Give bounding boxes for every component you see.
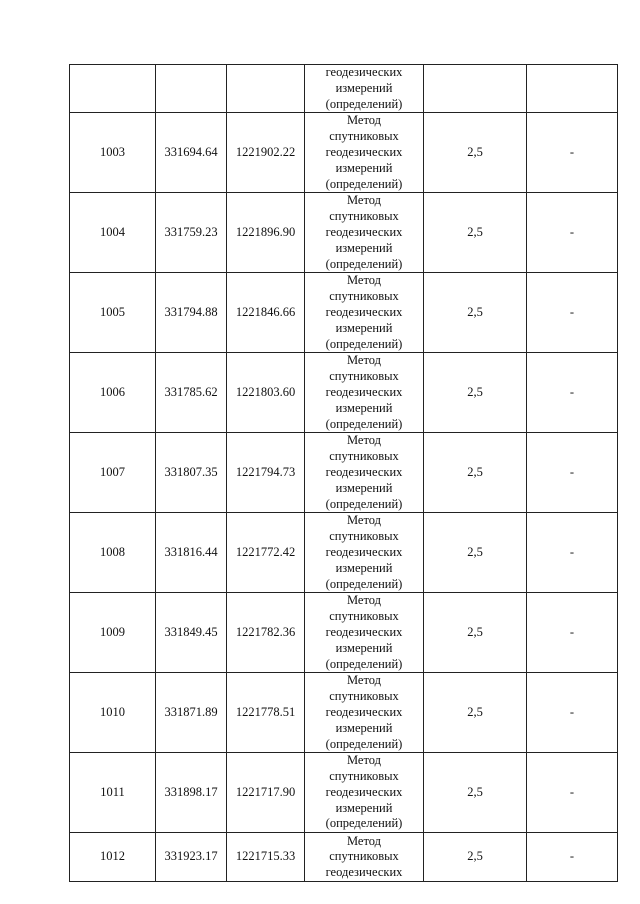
x-coordinate-cell: 331923.17 — [156, 833, 227, 882]
note-cell: - — [527, 433, 618, 513]
table-row — [70, 273, 618, 353]
method-line: геодезических — [325, 464, 403, 479]
method-cell — [305, 353, 424, 433]
note-cell: - — [527, 193, 618, 273]
accuracy-cell: 2,5 — [424, 433, 527, 513]
accuracy-cell: 2,5 — [424, 673, 527, 753]
table-row — [70, 65, 618, 113]
method-line: геодезических — [325, 304, 403, 319]
method-line: измерений — [335, 640, 393, 655]
accuracy-cell: 2,5 — [424, 113, 527, 193]
method-line: (определений) — [325, 656, 403, 671]
method-line: (определений) — [325, 496, 403, 511]
accuracy-cell: 2,5 — [424, 353, 527, 433]
accuracy-cell — [424, 65, 527, 113]
point-cell: 1008 — [70, 513, 156, 593]
method-line: геодезических — [325, 704, 403, 719]
method-line: Метод — [346, 273, 382, 288]
y-coordinate-cell: 1221846.66 — [227, 273, 305, 353]
method-line: Метод — [346, 193, 382, 208]
accuracy-cell: 2,5 — [424, 753, 527, 833]
x-coordinate-cell: 331816.44 — [156, 513, 227, 593]
accuracy-cell: 2,5 — [424, 273, 527, 353]
y-coordinate-cell: 1221902.22 — [227, 113, 305, 193]
method-line: Метод — [346, 593, 382, 608]
method-cell — [305, 513, 424, 593]
method-line: спутниковых — [329, 369, 399, 384]
point-cell: 1010 — [70, 673, 156, 753]
table-row — [70, 193, 618, 273]
method-line: Метод — [346, 833, 382, 848]
method-line: измерений — [335, 160, 393, 175]
method-line: измерений — [335, 80, 393, 95]
method-line: спутниковых — [329, 529, 399, 544]
table-row — [70, 113, 618, 193]
point-cell: 1007 — [70, 433, 156, 513]
method-line: геодезических — [325, 624, 403, 639]
note-cell: - — [527, 513, 618, 593]
method-cell — [305, 753, 424, 833]
table-row — [70, 673, 618, 753]
method-cell — [305, 433, 424, 513]
table-row — [70, 513, 618, 593]
x-coordinate-cell: 331898.17 — [156, 753, 227, 833]
method-line: спутниковых — [329, 209, 399, 224]
method-line: (определений) — [325, 336, 403, 351]
note-cell: - — [527, 833, 618, 882]
method-line: спутниковых — [329, 449, 399, 464]
point-cell: 1003 — [70, 113, 156, 193]
method-line: Метод — [346, 673, 382, 688]
method-cell — [305, 273, 424, 353]
y-coordinate-cell: 1221794.73 — [227, 433, 305, 513]
method-cell — [305, 193, 424, 273]
point-cell: 1004 — [70, 193, 156, 273]
note-cell: - — [527, 593, 618, 673]
note-cell: - — [527, 353, 618, 433]
y-coordinate-cell: 1221778.51 — [227, 673, 305, 753]
y-coordinate-cell — [227, 65, 305, 113]
method-line: геодезических — [325, 384, 403, 399]
y-coordinate-cell: 1221782.36 — [227, 593, 305, 673]
y-coordinate-cell: 1221715.33 — [227, 833, 305, 882]
accuracy-cell: 2,5 — [424, 513, 527, 593]
y-coordinate-cell: 1221772.42 — [227, 513, 305, 593]
method-line: геодезических — [325, 865, 403, 880]
method-line: измерений — [335, 800, 393, 815]
accuracy-cell: 2,5 — [424, 193, 527, 273]
method-line: Метод — [346, 113, 382, 128]
method-line: измерений — [335, 480, 393, 495]
method-cell — [305, 593, 424, 673]
note-cell: - — [527, 113, 618, 193]
method-line: (определений) — [325, 576, 403, 591]
point-cell: 1009 — [70, 593, 156, 673]
accuracy-cell: 2,5 — [424, 833, 527, 882]
y-coordinate-cell: 1221717.90 — [227, 753, 305, 833]
method-line: спутниковых — [329, 769, 399, 784]
point-cell: 1012 — [70, 833, 156, 882]
method-line: Метод — [346, 433, 382, 448]
method-line: Метод — [346, 513, 382, 528]
note-cell: - — [527, 273, 618, 353]
method-line: измерений — [335, 320, 393, 335]
method-line: измерений — [335, 720, 393, 735]
method-line: (определений) — [325, 96, 403, 111]
x-coordinate-cell: 331807.35 — [156, 433, 227, 513]
x-coordinate-cell: 331759.23 — [156, 193, 227, 273]
x-coordinate-cell: 331794.88 — [156, 273, 227, 353]
note-cell: - — [527, 673, 618, 753]
method-line: измерений — [335, 560, 393, 575]
point-cell: 1011 — [70, 753, 156, 833]
accuracy-cell: 2,5 — [424, 593, 527, 673]
method-line: геодезических — [325, 144, 403, 159]
method-line: геодезических — [325, 224, 403, 239]
method-line: геодезических — [325, 544, 403, 559]
coordinates-table-body — [70, 65, 618, 882]
method-cell — [305, 113, 424, 193]
point-cell — [70, 65, 156, 113]
method-line: спутниковых — [329, 609, 399, 624]
method-line: (определений) — [325, 736, 403, 751]
table-row — [70, 753, 618, 833]
method-line: спутниковых — [329, 129, 399, 144]
table-row — [70, 593, 618, 673]
method-line: (определений) — [325, 176, 403, 191]
method-line: измерений — [335, 400, 393, 415]
method-line: Метод — [346, 353, 382, 368]
x-coordinate-cell: 331849.45 — [156, 593, 227, 673]
method-line: (определений) — [325, 256, 403, 271]
method-line: измерений — [335, 240, 393, 255]
table-row — [70, 833, 618, 882]
table-row — [70, 353, 618, 433]
method-cell — [305, 833, 424, 882]
x-coordinate-cell: 331785.62 — [156, 353, 227, 433]
y-coordinate-cell: 1221896.90 — [227, 193, 305, 273]
y-coordinate-cell: 1221803.60 — [227, 353, 305, 433]
table-row — [70, 433, 618, 513]
method-line: спутниковых — [329, 689, 399, 704]
x-coordinate-cell — [156, 65, 227, 113]
method-cell — [305, 65, 424, 113]
method-line: спутниковых — [329, 289, 399, 304]
method-line: (определений) — [325, 416, 403, 431]
coordinates-table — [69, 64, 618, 882]
method-line: Метод — [346, 753, 382, 768]
method-line: спутниковых — [329, 849, 399, 864]
x-coordinate-cell: 331871.89 — [156, 673, 227, 753]
method-line: геодезических — [325, 784, 403, 799]
point-cell: 1005 — [70, 273, 156, 353]
point-cell: 1006 — [70, 353, 156, 433]
note-cell — [527, 65, 618, 113]
method-cell — [305, 673, 424, 753]
method-line: (определений) — [325, 816, 403, 831]
x-coordinate-cell: 331694.64 — [156, 113, 227, 193]
method-line: геодезических — [325, 65, 403, 79]
note-cell: - — [527, 753, 618, 833]
